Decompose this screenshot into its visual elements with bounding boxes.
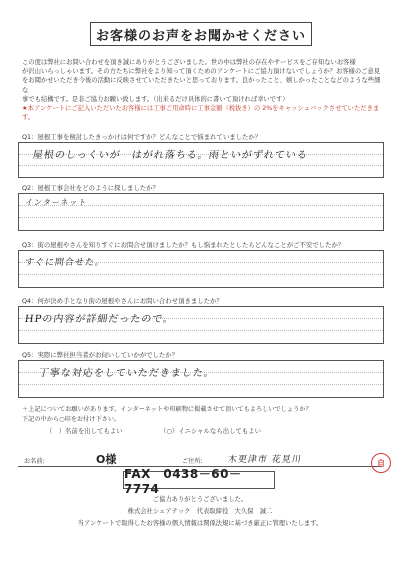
permission-instruction: 下記の中から○印をお付け下さい。 [22,416,121,423]
question-3-label: Q3：街の屋根やさんを知りすぐにお問合せ頂けましたか？もし悩まれたとしたらどんなことがご不安でしたか？ [22,241,345,249]
question-4-label: Q4：何が決め手となり街の屋根やさんにお問い合わせ頂きましたか？ [22,297,223,305]
intro-line: この度は弊社にお問い合わせを頂き誠にありがとうございました。世の中は弊社の存在やサービスをご存知ないお客様 [22,59,356,66]
option-initials[interactable]: （○）イニシャルなら出してもよい [160,427,262,435]
name-label: お名前: [24,458,45,465]
question-1-answer: 屋根のしっくいが はがれ落ちる。雨といがずれている [31,150,309,161]
intro-text [22,58,382,122]
question-3-answer-box [18,250,384,288]
address-value: 木更津市 花見川 [227,455,303,465]
question-5-answer: 丁寧な対応をしていただきました。 [37,368,216,379]
question-4-answer: HPの内容が詳細だったので。 [23,314,175,325]
question-2-answer-box [18,193,384,231]
question-2-label: Q2：屋根工事会社をどのように探しましたか？ [22,184,159,192]
ruled-line [19,384,383,385]
cashback-note: ★本アンケートにご記入いただいたお客様には工事ご用命時に工事金額（税抜き）の 2%をキャッシュバックさせていただきます。 [22,105,380,122]
question-1-answer-box [18,142,384,178]
ruled-line [19,165,383,166]
question-2-answer: インターネット [24,198,88,207]
privacy-notice: 当アンケートで取得したお客様の個人情報は関係法規に基づき厳正に管理いたします。 [77,520,323,527]
page-title: お客様のお声をお聞かせください [90,22,312,46]
permission-request: ＋上記についてお願いがあります。インターネットや印刷物に掲載させて頂いてもよろしいでしょうか？ [22,406,312,413]
address-label: ご住所: [182,458,203,465]
question-1-label: Q1：屋根工事を検討したきっかけは何ですか？どんなことで悩まれていましたか？ [22,133,262,141]
question-5-label: Q5：実際に弊社担当者がお伺いしていかがでしたか？ [22,351,179,359]
thanks-text: ご協力ありがとうございました。 [152,496,248,503]
ruled-line [19,217,383,218]
intro-line: をお聞かせいただき今後の活動に反映させていただきたいと思っております。良かったこと、嬉しかったことなどのような些細な [22,77,381,94]
fax-number: FAX 0438－60－7774 [123,471,275,489]
intro-line: が沢山いらっしゃいます。その方たちに弊社をより知って頂くためのアンケートにご協力頂けないでしょうか？お客様のご意見 [22,68,381,76]
question-3-answer: すぐに問合せた。 [24,258,106,268]
seal-stamp: 自 [371,453,391,473]
question-5-answer-box [18,360,384,398]
option-full-name[interactable]: （ ）名前を出してもよい [46,427,123,435]
ruled-line [19,330,383,331]
name-value: O様 [96,453,117,466]
intro-line: 事でも結構です。是非ご協力お願い致します。（出来るだけ具体的に書いて頂ければ幸いです） [22,95,289,103]
question-4-answer-box [18,306,384,344]
ruled-line [19,274,383,275]
company-name: 株式会社シェアテック 代表取締役 大久保 誠二 [127,508,273,515]
